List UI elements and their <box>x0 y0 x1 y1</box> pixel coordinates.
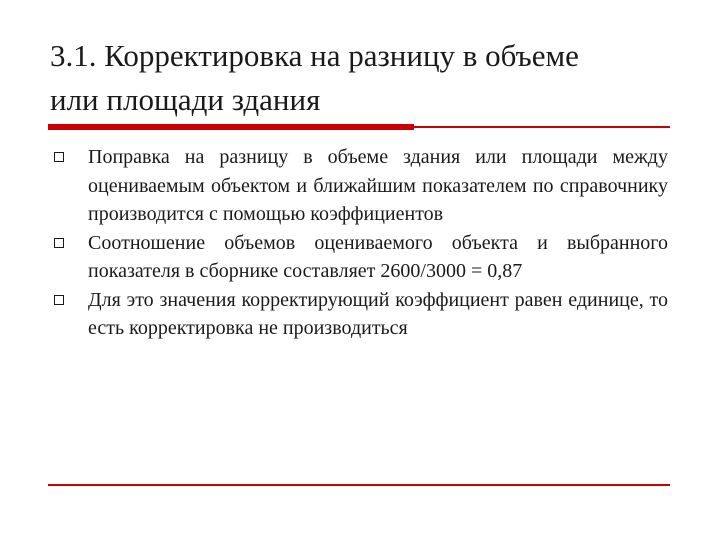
footer-divider <box>48 484 670 486</box>
title-underline <box>414 126 670 128</box>
square-bullet-icon <box>54 295 64 305</box>
bullet-text: Для это значения корректирующий коэффициент равен единице, то есть корректировка не производиться <box>88 288 668 339</box>
bullet-item <box>48 286 668 343</box>
bullet-text: Поправка на разницу в объеме здания или площади между оцениваемым объектом и ближайшим показателем по справочнику производится с помощью коэффициентов <box>88 146 668 225</box>
bullet-list <box>48 143 668 343</box>
bullet-text: Соотношение объемов оцениваемого объекта и выбранного показателя в сборнике составляет 2600/3000 = 0,87 <box>88 231 668 282</box>
title-underline-accent <box>48 124 414 130</box>
bullet-item <box>48 229 668 286</box>
bullet-item <box>48 143 668 229</box>
square-bullet-icon <box>54 238 64 248</box>
square-bullet-icon <box>54 152 64 162</box>
slide-title: 3.1. Корректировка на разницу в объеме или площади здания <box>50 38 579 117</box>
